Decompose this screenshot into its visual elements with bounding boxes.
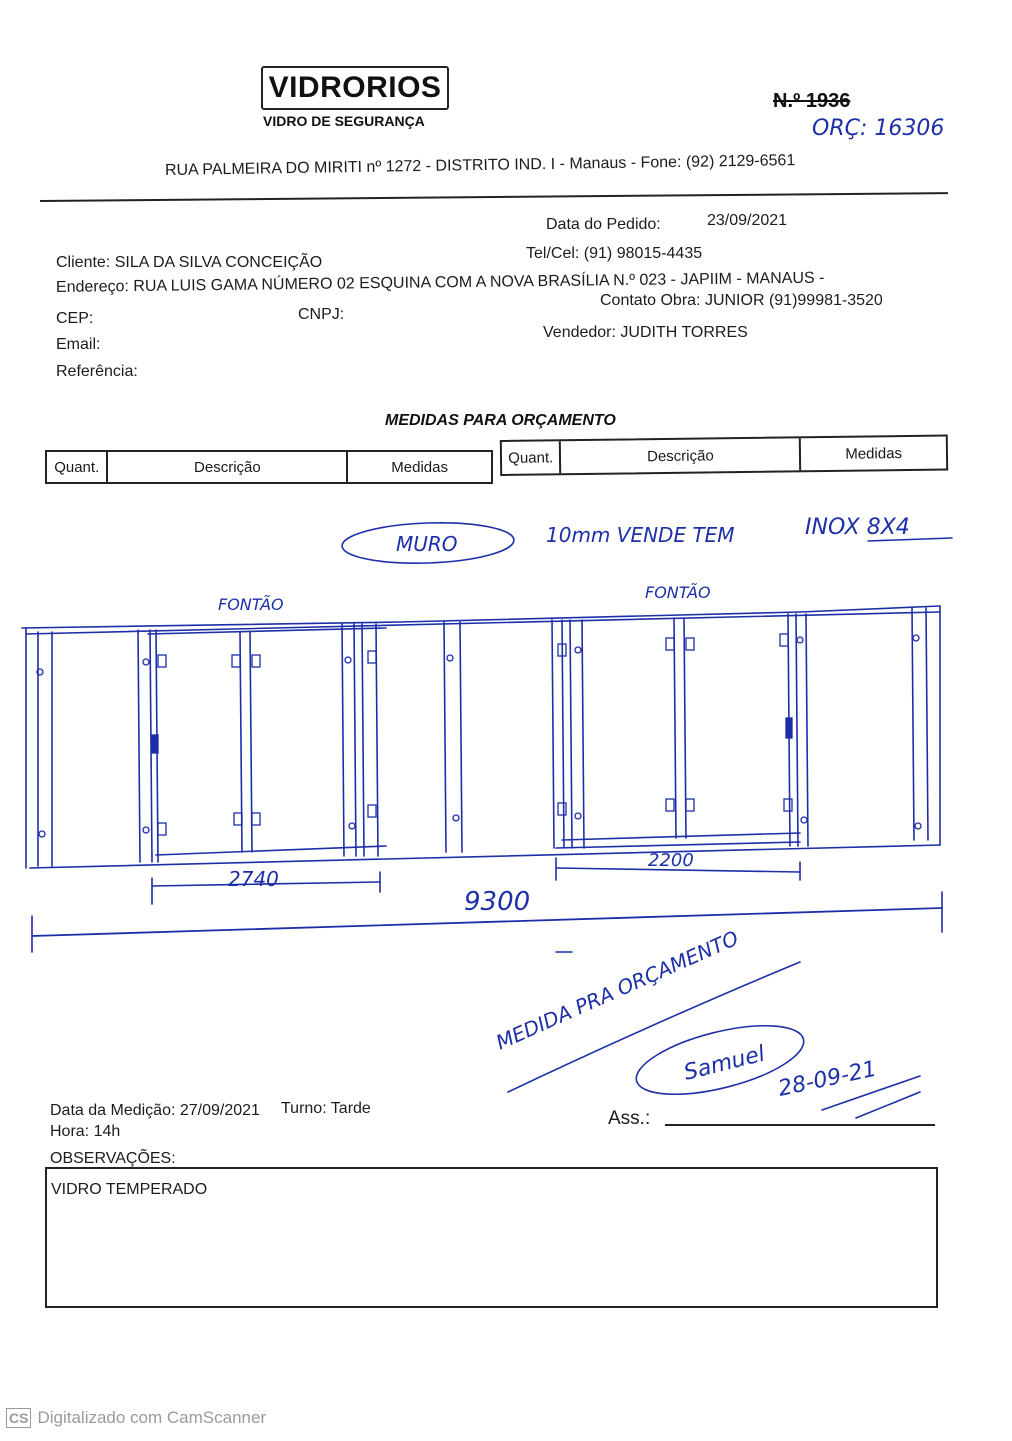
measurement-hour: Hora: 14h: [50, 1123, 121, 1140]
client-address: Endereço: RUA LUIS GAMA NÚMERO 02 ESQUINA COM A NOVA BRASÍLIA N.º 023 - JAPIIM - MANAUS -: [55, 269, 825, 296]
dim-total-text: 9300: [464, 887, 531, 917]
inox-text: INOX 8X4: [805, 515, 910, 540]
camscanner-logo: CS: [6, 1408, 31, 1428]
medida-text: MEDIDA PRA ORÇAMENTO: [492, 925, 743, 1055]
observations-text: VIDRO TEMPERADO: [51, 1181, 208, 1198]
header-divider: [40, 192, 948, 202]
observations-label: OBSERVAÇÕES:: [50, 1150, 176, 1167]
sign-date-text: 28-09-21: [776, 1056, 879, 1102]
observations-box: [45, 1167, 938, 1308]
table-title: MEDIDAS PARA ORÇAMENTO: [385, 412, 616, 429]
col-descricao-left: Descrição: [108, 452, 348, 482]
signature-line: [665, 1124, 935, 1126]
site-contact: Contato Obra: JUNIOR (91)99981-3520: [600, 292, 883, 309]
camscanner-watermark: [6, 1408, 266, 1428]
col-medidas-left: Medidas: [391, 458, 448, 476]
note-text: 10mm VENDE TEM: [546, 523, 735, 547]
table-header-left: [45, 450, 493, 484]
table-header-right: [500, 435, 948, 476]
client-phone: Tel/Cel: (91) 98015-4435: [526, 245, 703, 262]
col-quant-right: Quant.: [502, 441, 562, 474]
col-descricao-right: Descrição: [561, 438, 801, 473]
cnpj-label: CNPJ:: [298, 306, 345, 323]
muro-text: MURO: [396, 532, 458, 556]
order-date-label: Data do Pedido:: [546, 216, 661, 233]
company-address: RUA PALMEIRA DO MIRITI nº 1272 - DISTRITO IND. I - Manaus - Fone: (92) 2129-6561: [164, 152, 796, 179]
company-tagline: VIDRO DE SEGURANÇA: [263, 113, 425, 129]
seller-name: Vendedor: JUDITH TORRES: [543, 324, 748, 341]
orc-handwritten: ORÇ: 16306: [812, 116, 945, 141]
measurement-shift: Turno: Tarde: [281, 1100, 371, 1117]
reference-label: Referência:: [56, 363, 138, 380]
client-name: Cliente: SILA DA SILVA CONCEIÇÃO: [56, 254, 323, 271]
handwritten-sketch: [0, 500, 1012, 1120]
fontao-left-text: FONTÃO: [218, 595, 284, 614]
document-number: N.º 1936: [773, 90, 851, 112]
signature-label: Ass.:: [608, 1108, 651, 1129]
wall-top-line: [22, 606, 940, 628]
measurement-date: Data da Medição: 27/09/2021: [50, 1102, 260, 1119]
dim-right-text: 2200: [648, 850, 694, 871]
camscanner-text: Digitalizado com CamScanner: [37, 1408, 267, 1427]
company-logo: VIDRORIOS: [261, 66, 449, 110]
signature-text: Samuel: [681, 1041, 768, 1086]
cep-label: CEP:: [56, 310, 94, 327]
vertical-posts: [38, 608, 928, 866]
email-label: Email:: [56, 336, 101, 353]
dim-left-text: 2740: [228, 867, 279, 891]
col-quant-left: Quant.: [47, 452, 108, 482]
fontao-right-text: FONTÃO: [645, 583, 711, 602]
col-medidas-right: Medidas: [845, 444, 903, 463]
order-date-value: 23/09/2021: [707, 212, 788, 229]
